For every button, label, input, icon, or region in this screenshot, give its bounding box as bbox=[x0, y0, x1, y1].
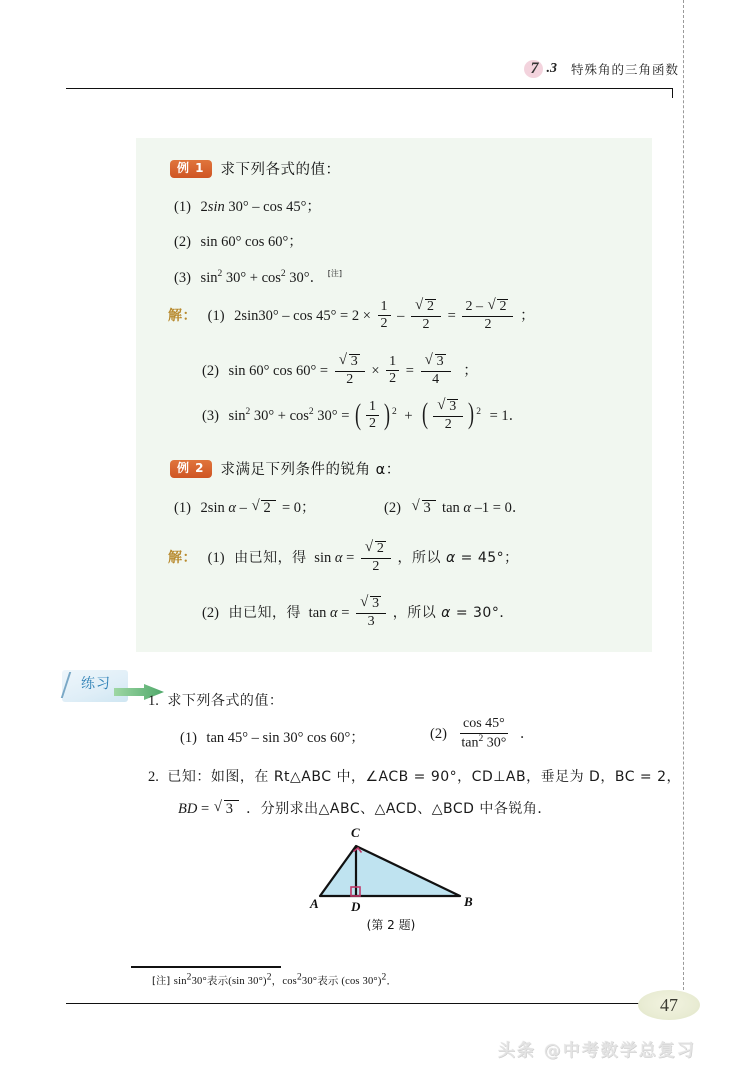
vertex-label-a: A bbox=[310, 896, 319, 911]
footnote bbox=[152, 972, 397, 988]
solution-number: (1) bbox=[207, 308, 225, 325]
line-terminator: ； bbox=[463, 363, 478, 380]
solution-number: (1) bbox=[207, 550, 225, 567]
sub-number: (1) bbox=[180, 730, 197, 746]
example-box bbox=[136, 138, 652, 652]
example1-heading bbox=[170, 160, 341, 178]
solution-text-after: ，所以 α = 30°． bbox=[392, 605, 514, 622]
solution-lhs: 2sin30° – cos 45° = 2 × bbox=[234, 308, 371, 325]
fraction-sqrt3-over-2: √ $\frac{3}{2}$ bbox=[335, 354, 365, 387]
example2-item-2 bbox=[384, 500, 526, 516]
running-head bbox=[523, 58, 679, 80]
example2-solution-1 bbox=[168, 542, 519, 575]
solution-number: (2) bbox=[202, 605, 219, 622]
chapter-number: 7 bbox=[523, 58, 545, 80]
example2-heading bbox=[170, 460, 401, 478]
item-number: (2) bbox=[174, 234, 191, 250]
header-rule bbox=[66, 88, 673, 89]
solution-text-before: 由已知，得 bbox=[228, 605, 302, 622]
item-expression: √ 3 tan α –1 = 0． bbox=[411, 500, 527, 516]
solution-label: 解： bbox=[168, 308, 197, 325]
practice-item-2-line-2 bbox=[178, 798, 552, 818]
practice-label: 练习 bbox=[81, 676, 111, 692]
solution-number: (3) bbox=[202, 408, 219, 425]
practice-item-1-sub-1 bbox=[180, 726, 365, 747]
footnote-text: sin230°表示(sin 30°)2，cos230°表示 (cos 30°)2． bbox=[173, 972, 398, 987]
parenthesized-half-squared: ( $\frac{1}{2}$ ) bbox=[355, 397, 391, 432]
item-number: 1. bbox=[148, 693, 159, 709]
fraction-sqrt2-over-2: √ $\frac{2}{2}$ bbox=[411, 299, 441, 332]
item-text-line2-lhs: BD = √ 3 bbox=[178, 801, 241, 817]
example2-item-1 bbox=[174, 500, 316, 516]
equals-sign: = bbox=[447, 308, 456, 325]
operator-minus: – bbox=[397, 308, 405, 325]
watermark: 头条 @中考数学总复习 bbox=[498, 1041, 696, 1061]
item-number: (3) bbox=[174, 269, 191, 286]
vertex-label-c: C bbox=[351, 825, 360, 840]
equals-sign: = bbox=[405, 363, 414, 380]
footnote-rule bbox=[131, 966, 281, 968]
example1-solution-3 bbox=[202, 397, 524, 433]
fraction-result-2: √ $\frac{3}{4}$ bbox=[421, 354, 451, 387]
triangle-abc bbox=[320, 846, 460, 896]
parenthesized-sqrt3-half-squared: ( √ $\frac{3}{2}$ ) bbox=[420, 400, 476, 433]
solution-label: 解： bbox=[168, 550, 197, 567]
vertex-label-d: D bbox=[351, 899, 361, 914]
sub-number: (2) bbox=[430, 726, 447, 743]
item-number: 2. bbox=[148, 769, 159, 785]
fraction-sqrt3-over-3: √ $\frac{3}{3}$ bbox=[356, 596, 386, 629]
example1-badge: 例 1 bbox=[170, 160, 212, 178]
line-terminator: ． bbox=[519, 726, 535, 743]
item-text-line2-rhs: ．分别求出△ABC、△ACD、△BCD 中各锐角． bbox=[246, 801, 552, 817]
figure-caption: (第 2 题) bbox=[366, 918, 416, 932]
section-number: .3 bbox=[546, 61, 557, 76]
line-terminator: ； bbox=[520, 308, 535, 325]
vertex-label-b: B bbox=[464, 894, 473, 909]
fraction-cos45-over-tan2-30: $\frac{\cos 45^\circ}{\tan^2 30^\circ}$ bbox=[461, 716, 507, 751]
fraction-half: $\frac{1}{2}$ bbox=[378, 300, 391, 332]
practice-item-2-line-1 bbox=[148, 766, 681, 786]
exponent: 2 bbox=[476, 407, 481, 418]
solution-text-after: ，所以 α = 45°； bbox=[397, 550, 519, 567]
example2-title: 求满足下列条件的锐角 α： bbox=[220, 462, 401, 478]
example2-solution-2 bbox=[202, 597, 514, 630]
fraction-result-1: $\frac{2 - √ 2}{2}$ bbox=[462, 299, 513, 332]
item-expression: $\sin^2 30^\circ + \cos^2 30^\circ$． bbox=[200, 269, 325, 286]
section-title: 特殊角的三角函数 bbox=[570, 62, 679, 77]
example1-solution-2 bbox=[202, 355, 478, 388]
solution-lhs: sin 60° cos 60° = bbox=[228, 363, 329, 380]
solution-number: (2) bbox=[202, 363, 219, 380]
solution-expression: sin α = bbox=[314, 550, 355, 567]
footnote-marker: [注] bbox=[152, 976, 171, 987]
item-text-line1: 已知：如图，在 Rt△ABC 中，∠ACB = 90°，CD⊥AB，垂足为 D，BC = 2， bbox=[167, 769, 682, 785]
fraction-half: $\frac{1}{2}$ bbox=[386, 355, 399, 387]
item-expression: sin 60° cos 60°； bbox=[200, 234, 303, 250]
item-expression: 2sin α – √ 2 = 0； bbox=[201, 500, 316, 516]
solution-result: = 1． bbox=[489, 408, 524, 425]
page-number: 47 bbox=[638, 990, 700, 1020]
fraction-sqrt2-over-2: √ $\frac{2}{2}$ bbox=[361, 541, 391, 574]
exponent: 2 bbox=[392, 407, 397, 418]
footer-rule bbox=[66, 1003, 673, 1004]
example1-item-3 bbox=[174, 270, 342, 285]
item-number: (2) bbox=[384, 500, 401, 516]
item-text: 求下列各式的值： bbox=[167, 693, 284, 709]
example1-title: 求下列各式的值： bbox=[220, 162, 341, 178]
example1-solution-1 bbox=[168, 300, 535, 333]
solution-expression: tan α = bbox=[308, 605, 350, 622]
sub-expression: tan 45° – sin 30° cos 60°； bbox=[206, 730, 365, 746]
header-rule-tick bbox=[672, 88, 673, 98]
item-number: (1) bbox=[174, 199, 191, 215]
example1-item-2 bbox=[174, 235, 303, 250]
item-expression: 2sin 30° – cos 45°； bbox=[200, 199, 321, 215]
example2-badge: 例 2 bbox=[170, 460, 212, 478]
page-dashed-border bbox=[683, 0, 684, 1005]
item-number: (1) bbox=[174, 500, 191, 516]
example1-item-1 bbox=[174, 200, 321, 215]
practice-item-1-sub-2 bbox=[430, 718, 534, 752]
operator-plus: + bbox=[404, 408, 413, 425]
solution-lhs: $\sin^2 30^\circ + \cos^2 30^\circ$ = bbox=[228, 407, 350, 425]
footnote-marker: [注] bbox=[327, 269, 342, 278]
operator-times: × bbox=[371, 363, 380, 380]
practice-item-1 bbox=[148, 690, 283, 710]
solution-text-before: 由已知，得 bbox=[234, 550, 307, 567]
